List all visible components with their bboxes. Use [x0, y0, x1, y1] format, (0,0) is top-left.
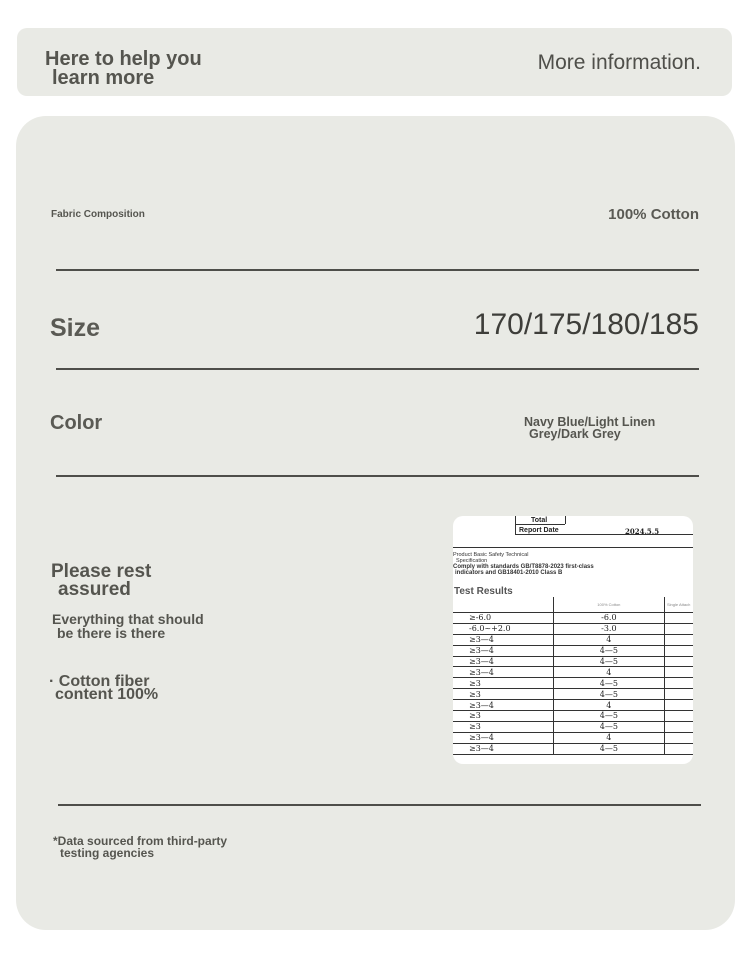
table-row [453, 678, 693, 689]
attach-cell [664, 645, 693, 656]
result-cell: 4—5 [553, 711, 664, 722]
test-report-image [453, 516, 693, 764]
report-spec-line1: Product Basic Safety Technical [453, 552, 529, 558]
divider [56, 475, 699, 477]
color-label: Color [50, 412, 103, 434]
color-value-line1: Navy Blue/Light Linen [524, 415, 656, 429]
banner-title-line2: learn more [52, 67, 155, 89]
requirement-cell: ≥3 [453, 678, 553, 689]
table-row [453, 700, 693, 711]
table-row [453, 689, 693, 700]
result-cell: -3.0 [553, 623, 664, 634]
footnote [53, 836, 353, 859]
banner-title [45, 50, 285, 88]
header-cell [453, 597, 553, 613]
banner-title-line1: Here to help you [45, 48, 202, 70]
test-results-header-row [453, 597, 693, 613]
requirement-cell: ≥3—4 [453, 634, 553, 645]
report-header-rule [515, 524, 565, 525]
table-row [453, 656, 693, 667]
report-header-rule [453, 547, 693, 548]
requirement-cell: ≥3 [453, 721, 553, 732]
header-cell: 100% Cotton [553, 597, 664, 613]
divider [56, 269, 699, 271]
header-cell: Single Attach [664, 597, 693, 613]
product-info-card [16, 116, 735, 930]
assurance-title [51, 563, 151, 599]
table-row [453, 634, 693, 645]
attach-cell [664, 667, 693, 678]
result-cell: 4 [553, 700, 664, 711]
report-spec-line4: indicators and GB18401-2010 Class B [455, 570, 563, 576]
table-row [453, 732, 693, 743]
attach-cell [664, 689, 693, 700]
table-row [453, 711, 693, 722]
header-banner [17, 28, 732, 96]
attach-cell [664, 700, 693, 711]
requirement-cell: ≥-6.0 [453, 613, 553, 624]
more-information-link[interactable]: More information. [537, 51, 701, 74]
report-spec-line3: Comply with standards GB/T8878-2023 first-class [453, 564, 594, 570]
report-total-label: Total [531, 517, 548, 524]
table-row [453, 667, 693, 678]
report-header-rule [565, 516, 566, 524]
requirement-cell: ≥3—4 [453, 732, 553, 743]
requirement-cell: ≥3—4 [453, 743, 553, 754]
bullet-line1: · Cotton fiber [49, 673, 150, 690]
color-value-line2: Grey/Dark Grey [529, 426, 621, 441]
table-row [453, 721, 693, 732]
requirement-cell: ≥3—4 [453, 645, 553, 656]
footnote-line2: testing agencies [60, 845, 155, 860]
report-date-label: Report Date [519, 527, 559, 534]
attach-cell [664, 656, 693, 667]
report-spec [453, 552, 693, 576]
requirement-cell: ≥3—4 [453, 700, 553, 711]
fabric-composition-value: 100% Cotton [608, 206, 699, 223]
result-cell: 4—5 [553, 678, 664, 689]
result-cell: 4—5 [553, 721, 664, 732]
result-cell: 4 [553, 667, 664, 678]
attach-cell [664, 743, 693, 754]
cotton-content-bullet [49, 673, 249, 703]
divider [58, 804, 701, 806]
test-results-table [453, 597, 693, 755]
report-header-rule [515, 534, 693, 535]
fabric-composition-label: Fabric Composition [51, 209, 145, 220]
attach-cell [664, 721, 693, 732]
result-cell: -6.0 [553, 613, 664, 624]
requirement-cell: ≥3—4 [453, 656, 553, 667]
result-cell: 4—5 [553, 743, 664, 754]
requirement-cell: ≥3 [453, 711, 553, 722]
test-results-title: Test Results [454, 586, 513, 597]
attach-cell [664, 678, 693, 689]
size-value: 170/175/180/185 [473, 308, 699, 341]
footnote-line1: *Data sourced from third-party [53, 834, 228, 848]
table-row [453, 743, 693, 754]
test-results-body [453, 597, 693, 754]
report-date: 2024.5.5 [625, 527, 660, 536]
bullet-line2: content 100% [55, 685, 159, 703]
size-label: Size [50, 314, 101, 342]
table-row [453, 645, 693, 656]
color-value [524, 417, 714, 440]
result-cell: 4—5 [553, 656, 664, 667]
report-header-rule [515, 516, 516, 534]
assurance-title-line2: assured [58, 579, 131, 600]
assurance-body-line1: Everything that should [52, 611, 204, 627]
attach-cell [664, 732, 693, 743]
result-cell: 4—5 [553, 689, 664, 700]
table-row [453, 613, 693, 624]
attach-cell [664, 711, 693, 722]
report-spec-line2: Specification [456, 558, 488, 564]
report-header [453, 516, 693, 550]
assurance-body-line2: be there is there [57, 625, 166, 641]
requirement-cell: ≥3—4 [453, 667, 553, 678]
result-cell: 4 [553, 732, 664, 743]
divider [56, 368, 699, 370]
attach-cell [664, 623, 693, 634]
result-cell: 4 [553, 634, 664, 645]
assurance-title-line1: Please rest [51, 561, 152, 582]
requirement-cell: ≥3 [453, 689, 553, 700]
table-row [453, 623, 693, 634]
requirement-cell: -6.0~+2.0 [453, 623, 553, 634]
attach-cell [664, 634, 693, 645]
result-cell: 4—5 [553, 645, 664, 656]
assurance-body [52, 612, 272, 640]
attach-cell [664, 613, 693, 624]
